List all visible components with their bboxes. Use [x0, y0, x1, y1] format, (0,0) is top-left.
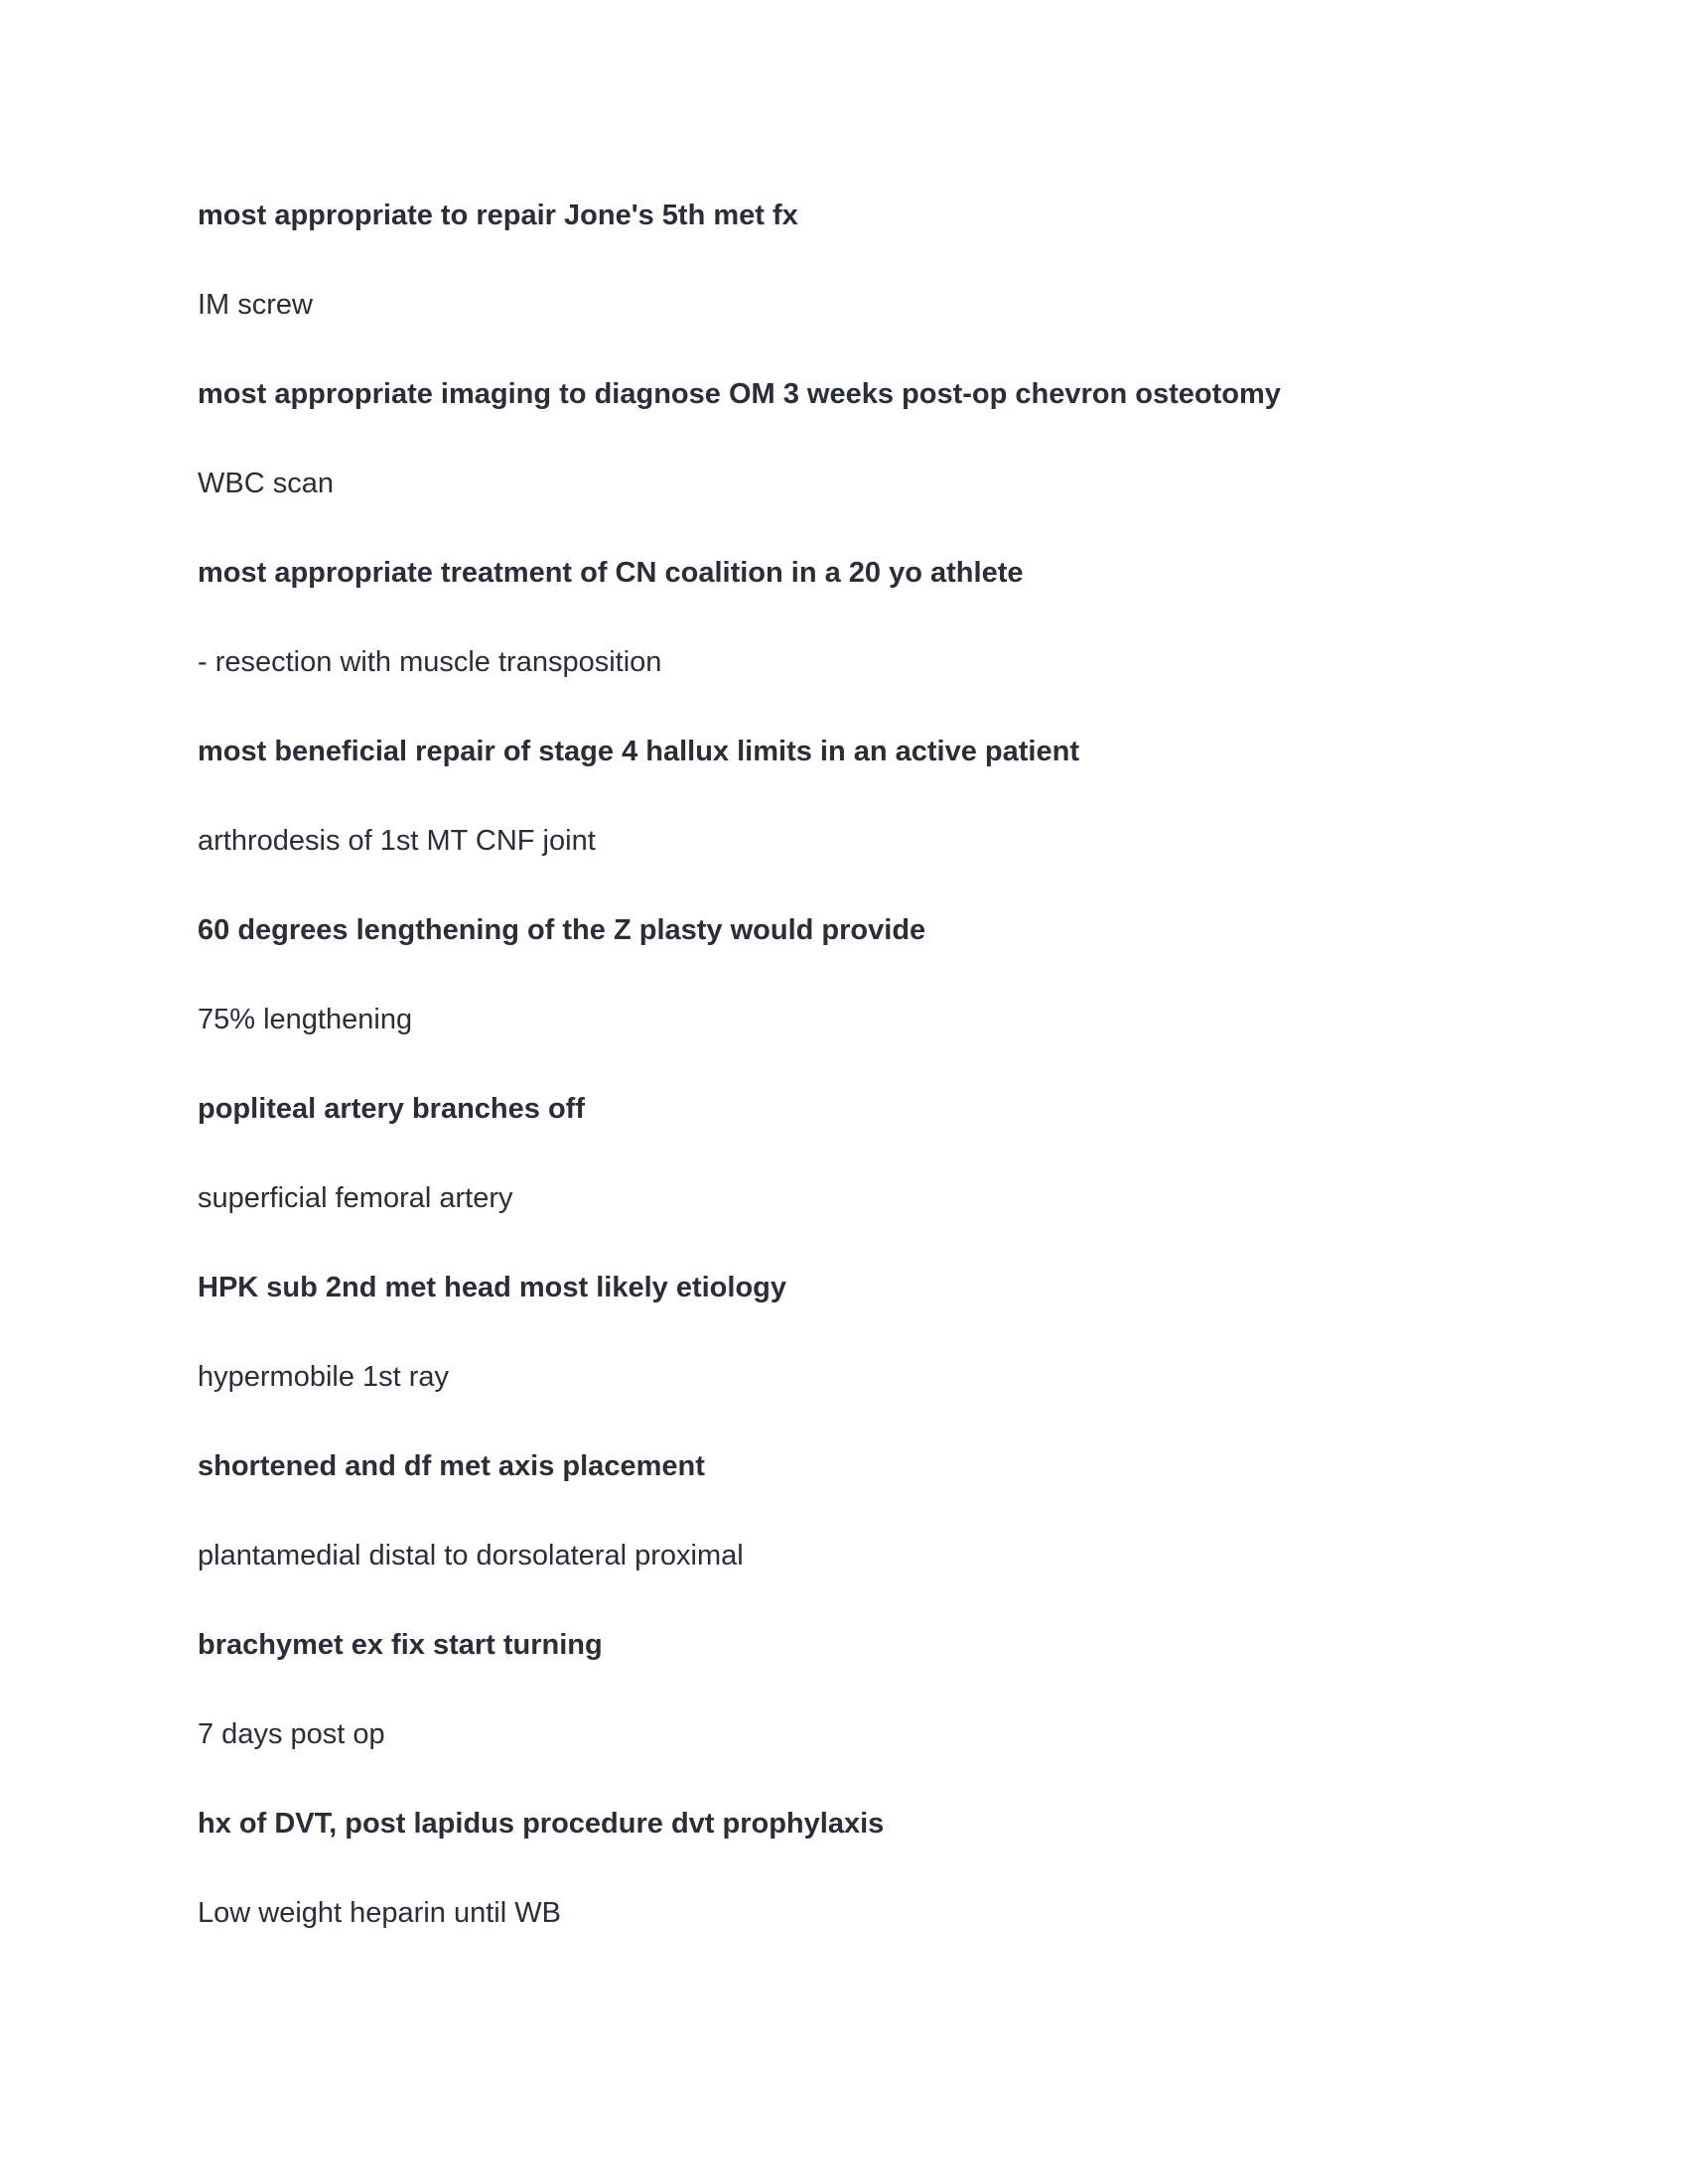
qa-item [198, 1799, 1281, 1978]
question-text: shortened and df met axis placement [198, 1450, 705, 1482]
question-text: hx of DVT, post lapidus procedure dvt prophylaxis [198, 1808, 885, 1840]
question-text: most appropriate to repair Jone's 5th met fx [198, 200, 798, 231]
answer-text: 7 days post op [198, 1718, 385, 1750]
answer-text: arthrodesis of 1st MT CNF joint [198, 825, 596, 857]
answer-text: IM screw [198, 289, 313, 321]
question-text: popliteal artery branches off [198, 1093, 585, 1125]
question-text: 60 degrees lengthening of the Z plasty would provide [198, 914, 926, 946]
question-text: most appropriate imaging to diagnose OM 3 weeks post-op chevron osteotomy [198, 378, 1281, 410]
answer-text: 75% lengthening [198, 1004, 413, 1035]
qa-item [198, 1263, 1281, 1441]
qa-item [198, 1620, 1281, 1799]
answer-text: plantamedial distal to dorsolateral proximal [198, 1540, 744, 1571]
question-text: HPK sub 2nd met head most likely etiology [198, 1272, 787, 1303]
qa-item [198, 548, 1281, 727]
answer-text: superficial femoral artery [198, 1182, 513, 1214]
answer-text: WBC scan [198, 468, 334, 499]
qa-item [198, 905, 1281, 1084]
qa-item [198, 727, 1281, 905]
question-text: most beneficial repair of stage 4 hallux limits in an active patient [198, 736, 1079, 767]
question-text: brachymet ex fix start turning [198, 1629, 603, 1661]
flashcard-list [198, 191, 1281, 1978]
qa-item [198, 1084, 1281, 1263]
answer-text: - resection with muscle transposition [198, 646, 662, 678]
question-text: most appropriate treatment of CN coalition in a 20 yo athlete [198, 557, 1024, 589]
answer-text: hypermobile 1st ray [198, 1361, 450, 1393]
qa-item [198, 1441, 1281, 1620]
qa-item [198, 191, 1281, 369]
qa-item [198, 369, 1281, 548]
answer-text: Low weight heparin until WB [198, 1897, 561, 1929]
